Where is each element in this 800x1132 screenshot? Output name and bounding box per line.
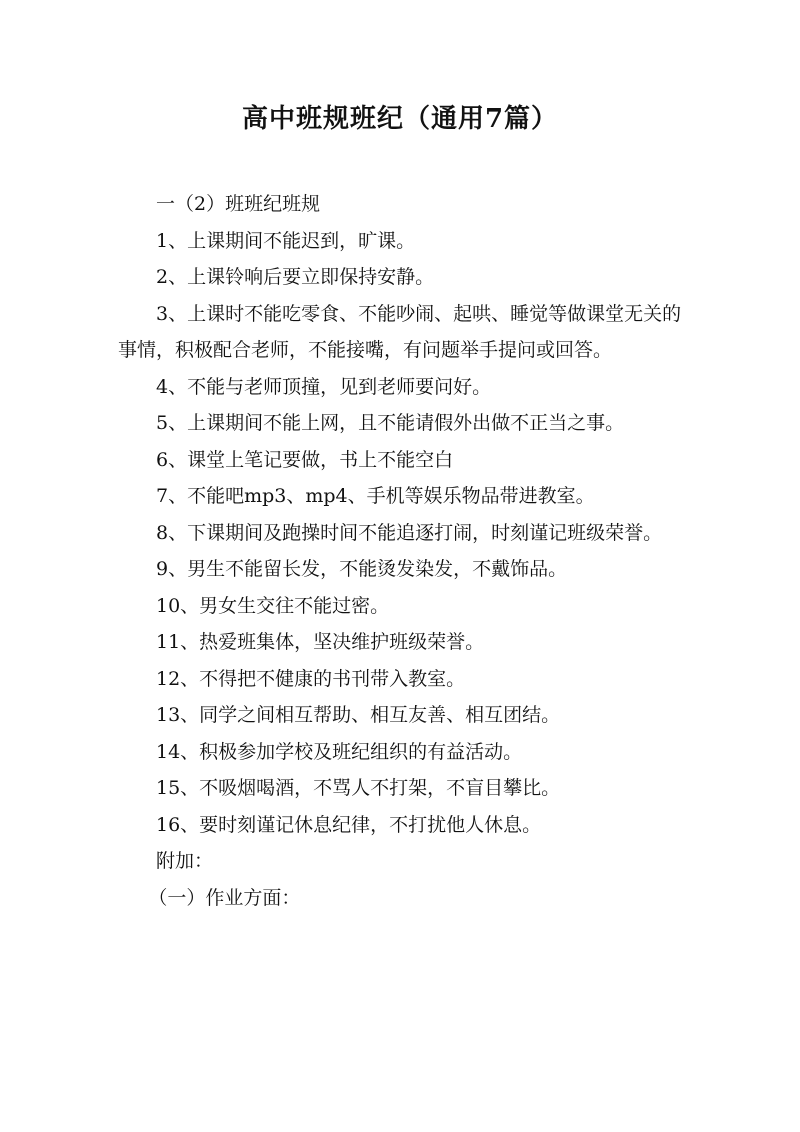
rule-item-8: 8、下课期间及跑操时间不能追逐打闹，时刻谨记班级荣誉。: [156, 521, 663, 544]
section-heading: 一（2）班班纪班规: [156, 193, 321, 215]
rule-item-15: 15、不吸烟喝酒，不骂人不打架，不盲目攀比。: [156, 777, 561, 799]
rule-item-3: 3、上课时不能吃零食、不能吵闹、起哄、睡觉等做课堂无关的事情，积极配合老师，不能接嘴，有问题举手提问或回答。: [118, 302, 682, 361]
document-title: 高中班规班纪（通用7篇）: [241, 104, 559, 134]
appendix-label: 附加：: [156, 850, 214, 872]
rule-item-4: 4、不能与老师顶撞，见到老师要问好。: [156, 375, 492, 398]
document-body: [118, 186, 688, 916]
rule-item-12: 12、不得把不健康的书刊带入教室。: [156, 667, 466, 690]
rule-item-7: 7、不能吧mp3、mp4、手机等娱乐物品带进教室。: [156, 485, 595, 507]
rule-item-14: 14、积极参加学校及班纪组织的有益活动。: [156, 740, 523, 763]
rule-item-5: 5、上课期间不能上网，且不能请假外出做不正当之事。: [156, 412, 625, 434]
subsection-heading: （一）作业方面：: [148, 886, 301, 909]
rule-item-6: 6、课堂上笔记要做，书上不能空白: [156, 448, 454, 471]
rule-item-1: 1、上课期间不能迟到，旷课。: [156, 229, 416, 252]
rule-item-2: 2、上课铃响后要立即保持安静。: [156, 266, 435, 288]
rule-item-16: 16、要时刻谨记休息纪律，不打扰他人休息。: [156, 813, 542, 836]
rule-item-10: 10、男女生交往不能过密。: [156, 594, 390, 617]
rule-item-13: 13、同学之间相互帮助、相互友善、相互团结。: [156, 704, 561, 726]
rule-item-9: 9、男生不能留长发，不能烫发染发，不戴饰品。: [156, 558, 568, 580]
rule-item-11: 11、热爱班集体，坚决维护班级荣誉。: [156, 631, 485, 653]
